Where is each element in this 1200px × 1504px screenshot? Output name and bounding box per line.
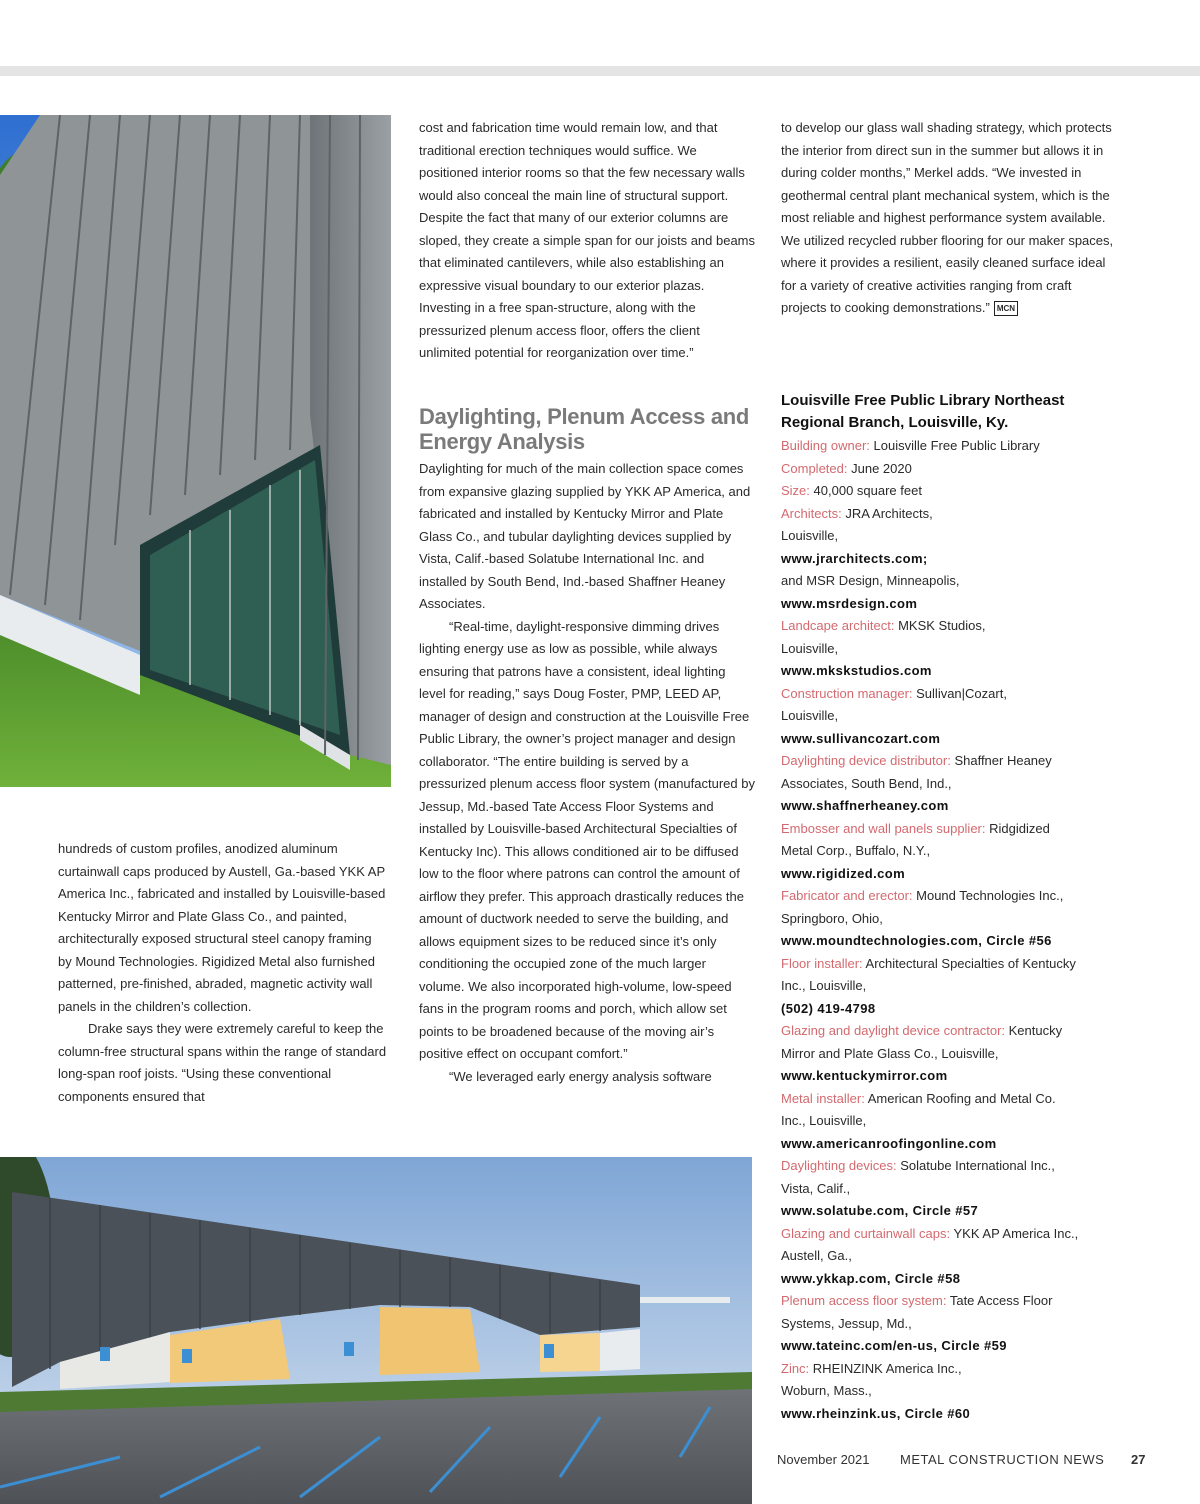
body-paragraph: “We leveraged early energy analysis software	[449, 1068, 712, 1084]
project-credits	[781, 390, 1121, 1425]
credit-url: www.jrarchitects.com;	[781, 550, 928, 566]
article-column-2	[419, 458, 755, 1088]
credit-line: Mirror and Plate Glass Co., Louisville,	[781, 1045, 999, 1061]
top-rule	[0, 66, 1200, 76]
credit-plenum: Plenum access floor system: Tate Access Floor	[781, 1293, 1053, 1308]
credit-phone: (502) 419-4798	[781, 1000, 876, 1016]
credit-line: Springboro, Ohio,	[781, 910, 883, 926]
credit-url: www.sullivancozart.com	[781, 730, 941, 746]
credit-line: Austell, Ga.,	[781, 1248, 852, 1263]
body-paragraph: to develop our glass wall shading strategy, which protects the interior from direct sun in the summer but allows it in during colder months,” Merkel adds. “We invested in geothermal central plant mechanical system, which is the most reliable and highest performance system available. We utilized recycled rubber flooring for our maker spaces, where it provides a resilient, easily cleaned surface ideal for a variety of creative activities ranging from craft projects to cooking demonstrations.” MCN	[781, 120, 1114, 315]
credit-fabricator: Fabricator and erector: Mound Technologies Inc.,	[781, 888, 1064, 903]
page-number: 27	[1131, 1452, 1146, 1467]
credit-url: www.kentuckymirror.com	[781, 1068, 948, 1083]
credit-zinc: Zinc: RHEINZINK America Inc.,	[781, 1360, 962, 1376]
credit-line: Woburn, Mass.,	[781, 1383, 872, 1398]
body-paragraph: hundreds of custom profiles, anodized aluminum curtainwall caps produced by Austell, Ga.-based YKK AP America Inc., fabricated and installed by Louisville-based Kentucky Mirror and Plate Glass Co., and painted, architecturally exposed structural steel canopy framing by Mound Technologies. Rigidized Metal also furnished patterned, pre-finished, abraded, magnetic activity wall panels in the children’s collection.	[58, 841, 386, 1014]
article-column-1	[58, 838, 388, 1108]
credit-line: Associates, South Bend, Ind.,	[781, 775, 952, 791]
credit-daylight-distributor: Daylighting device distributor: Shaffner Heaney	[781, 753, 1052, 768]
dusk-building-photo	[0, 1157, 752, 1504]
credit-landscape: Landcape architect: MKSK Studios,	[781, 618, 986, 633]
credit-url: www.ykkap.com, Circle #58	[781, 1270, 961, 1286]
credit-construction: Construction manager: Sullivan|Cozart,	[781, 685, 1007, 701]
credit-line: Inc., Louisville,	[781, 1113, 867, 1128]
credit-url: www.msrdesign.com	[781, 595, 918, 611]
credit-size: Size: 40,000 square feet	[781, 483, 922, 498]
credit-completed: Completed: June 2020	[781, 460, 912, 476]
credit-url: www.moundtechnologies.com, Circle #56	[781, 933, 1052, 948]
credit-daylight-devices: Daylighting devices: Solatube International Inc.,	[781, 1158, 1055, 1173]
project-title: Louisville Free Public Library Northeast Regional Branch, Louisville, Ky.	[781, 392, 1065, 431]
credit-url: www.solatube.com, Circle #57	[781, 1203, 979, 1218]
credit-url: www.rigidized.com	[781, 865, 906, 881]
credit-line: Louisville,	[781, 528, 839, 543]
credit-building-owner: Building owner: Louisville Free Public Library	[781, 438, 1040, 453]
credit-metal-installer: Metal installer: American Roofing and Metal Co.	[781, 1090, 1056, 1106]
credit-line: Systems, Jessup, Md.,	[781, 1315, 912, 1331]
credit-line: Louisville,	[781, 640, 839, 656]
credit-url: www.tateinc.com/en-us, Circle #59	[781, 1338, 1007, 1353]
article-column-2-top	[419, 117, 755, 365]
credit-curtainwall: Glazing and curtainwall caps: YKK AP America Inc.,	[781, 1225, 1079, 1241]
body-paragraph: cost and fabrication time would remain low, and that traditional erection techniques would suffice. We positioned interior rooms so that the few necessary walls would also conceal the main line of structural support. Despite the fact that many of our exterior columns are sloped, they create a simple span for our joists and beams that eliminated cantilevers, while also establishing an expressive visual boundary to our exterior plazas. Investing in a free span-structure, along with the pressurized plenum access floor, offers the client unlimited potential for reorganization over time.”	[419, 120, 756, 360]
credit-glazing-contractor: Glazing and daylight device contractor: Kentucky	[781, 1023, 1063, 1038]
credit-url: www.americanroofingonline.com	[781, 1135, 997, 1151]
body-paragraph: Daylighting for much of the main collection space comes from expansive glazing supplied by YKK AP America, and fabricated and installed by Kentucky Mirror and Plate Glass Co., and tubular daylighting devices supplied by Vista, Calif.-based Solatube International Inc. and installed by South Bend, Ind.-based Shaffner Heaney Associates.	[419, 461, 751, 611]
credit-line: Metal Corp., Buffalo, N.Y.,	[781, 843, 931, 858]
credit-line: Inc., Louisville,	[781, 978, 867, 993]
body-paragraph: “Real-time, daylight-responsive dimming drives lighting energy use as low as possible, while always ensuring that patrons have a consistent, ideal lighting level for reading,” says Doug Foster, PMP, LEED AP, manager of design and construction at the Louisville Free Public Library, the owner’s project manager and design collaborator. “The entire building is served by a pressurized plenum access floor system (manufactured by Jessup, Md.-based Tate Access Floor Systems and installed by Louisville-based Architectural Specialties of Kentucky Inc). This allows conditioned air to be diffused low to the floor where patrons can control the amount of airflow they prefer. This approach drastically reduces the amount of ductwork needed to serve the building, and allows equipment sizes to be reduced since it’s only conditioning the occupied zone of the much larger volume. We also incorporated high-volume, low-speed fans in the program rooms and porch, which allow set points to be broadened because of the moving air’s positive effect on occupant comfort.”	[419, 618, 755, 1061]
credit-architects: Architects: JRA Architects,	[781, 505, 933, 521]
credit-url: www.rheinzink.us, Circle #60	[781, 1405, 971, 1421]
credit-line: Louisville,	[781, 708, 839, 723]
body-paragraph: Drake says they were extremely careful to keep the column-free structural spans within the range of standard long-span roof joists. “Using these conventional components ensured that	[58, 1021, 387, 1104]
footer-date: November 2021	[777, 1452, 870, 1467]
credit-url: www.mkskstudios.com	[781, 663, 932, 678]
credit-line: and MSR Design, Minneapolis,	[781, 573, 960, 588]
footer-magazine-name: METAL CONSTRUCTION NEWS	[900, 1452, 1105, 1467]
article-column-3	[781, 117, 1117, 320]
mcn-end-mark-icon: MCN	[994, 301, 1018, 316]
section-heading: Daylighting, Plenum Access and Energy Analysis	[419, 404, 750, 454]
credit-line: Vista, Calif.,	[781, 1180, 851, 1196]
facade-photo	[0, 115, 391, 787]
credit-embosser: Embosser and wall panels supplier: Ridgidized	[781, 820, 1050, 836]
credit-url: www.shaffnerheaney.com	[781, 798, 949, 813]
credit-floor-installer: Floor installer: Architectural Specialties of Kentucky	[781, 955, 1076, 971]
